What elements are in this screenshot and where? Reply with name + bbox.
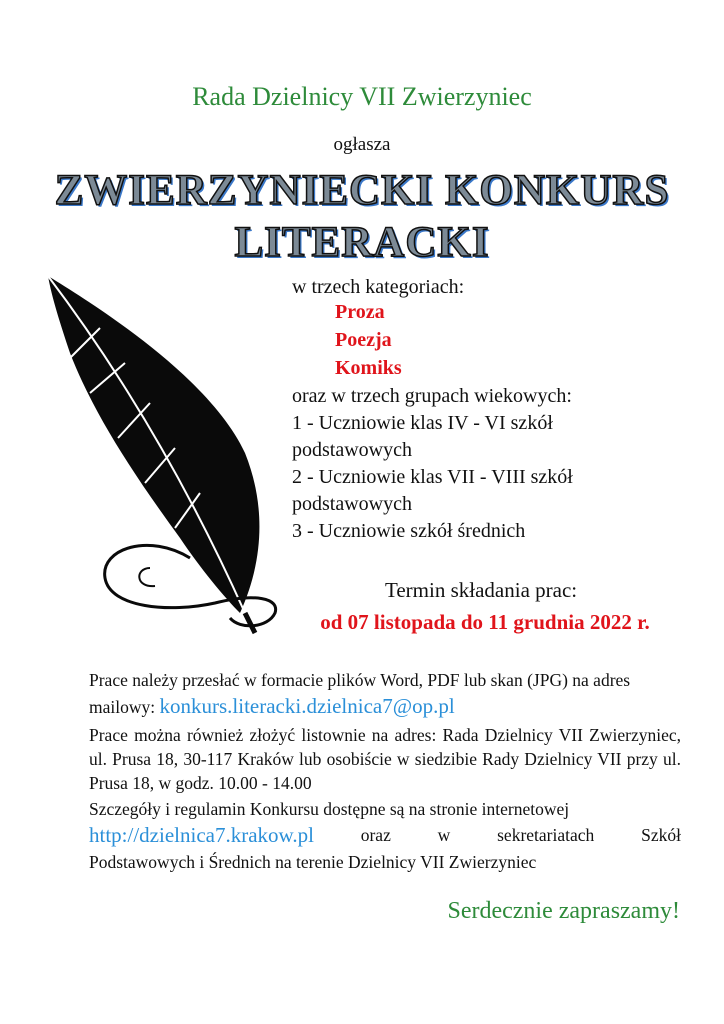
- contest-title-line1: ZWIERZYNIECKI KONKURS: [54, 167, 670, 214]
- website-link[interactable]: http://dzielnica7.krakow.pl: [89, 823, 314, 847]
- age-group-line: podstawowych: [292, 439, 412, 461]
- category-comics: Komiks: [335, 357, 402, 379]
- website-line-word: sekretariatach: [497, 825, 595, 845]
- quill-feather-icon: [40, 268, 290, 638]
- email-line: [89, 694, 681, 719]
- age-group-line: 3 - Uczniowie szkół średnich: [292, 520, 526, 542]
- organizer-name: Rada Dzielnicy VII Zwierzyniec: [192, 82, 532, 111]
- category-prose: Proza: [335, 301, 385, 323]
- age-group-line: podstawowych: [292, 493, 412, 515]
- website-line-word: w: [437, 825, 451, 845]
- contest-title-line2: LITERACKI: [234, 219, 490, 266]
- post-info: Prace można również złożyć listownie na adres: Rada Dzielnicy VII Zwierzyniec, ul. Prusa 18, 30-117 Kraków lub osobiście w siedzibie Rady Dzielnicy VII przy ul. Prusa 18, w godz. 10.00 - 14.00: [89, 725, 681, 793]
- website-line-word: oraz: [360, 825, 391, 845]
- submit-info: Prace należy przesłać w formacie plików Word, PDF lub skan (JPG) na adres: [89, 670, 631, 690]
- age-group-line: 1 - Uczniowie klas IV - VI szkół: [292, 412, 553, 434]
- categories-intro: w trzech kategoriach:: [292, 276, 465, 298]
- website-line-word: Szkół: [641, 825, 681, 845]
- closing-invitation: Serdecznie zapraszamy!: [447, 898, 680, 924]
- rules-info: Szczegóły i regulamin Konkursu dostępne są na stronie internetowej: [89, 799, 570, 819]
- category-poetry: Poezja: [335, 329, 392, 351]
- email-prefix: mailowy:: [89, 697, 156, 717]
- deadline-label: Termin składania prac:: [385, 578, 578, 602]
- announces-text: ogłasza: [333, 134, 391, 155]
- deadline-dates: od 07 listopada do 11 grudnia 2022 r.: [320, 610, 650, 634]
- schools-info: Podstawowych i Średnich na terenie Dzielnicy VII Zwierzyniec: [89, 852, 537, 872]
- website-line: [89, 823, 681, 847]
- email-link[interactable]: konkurs.literacki.dzielnica7@op.pl: [159, 694, 455, 718]
- age-groups-intro: oraz w trzech grupach wiekowych:: [292, 385, 572, 407]
- age-group-line: 2 - Uczniowie klas VII - VIII szkół: [292, 466, 573, 488]
